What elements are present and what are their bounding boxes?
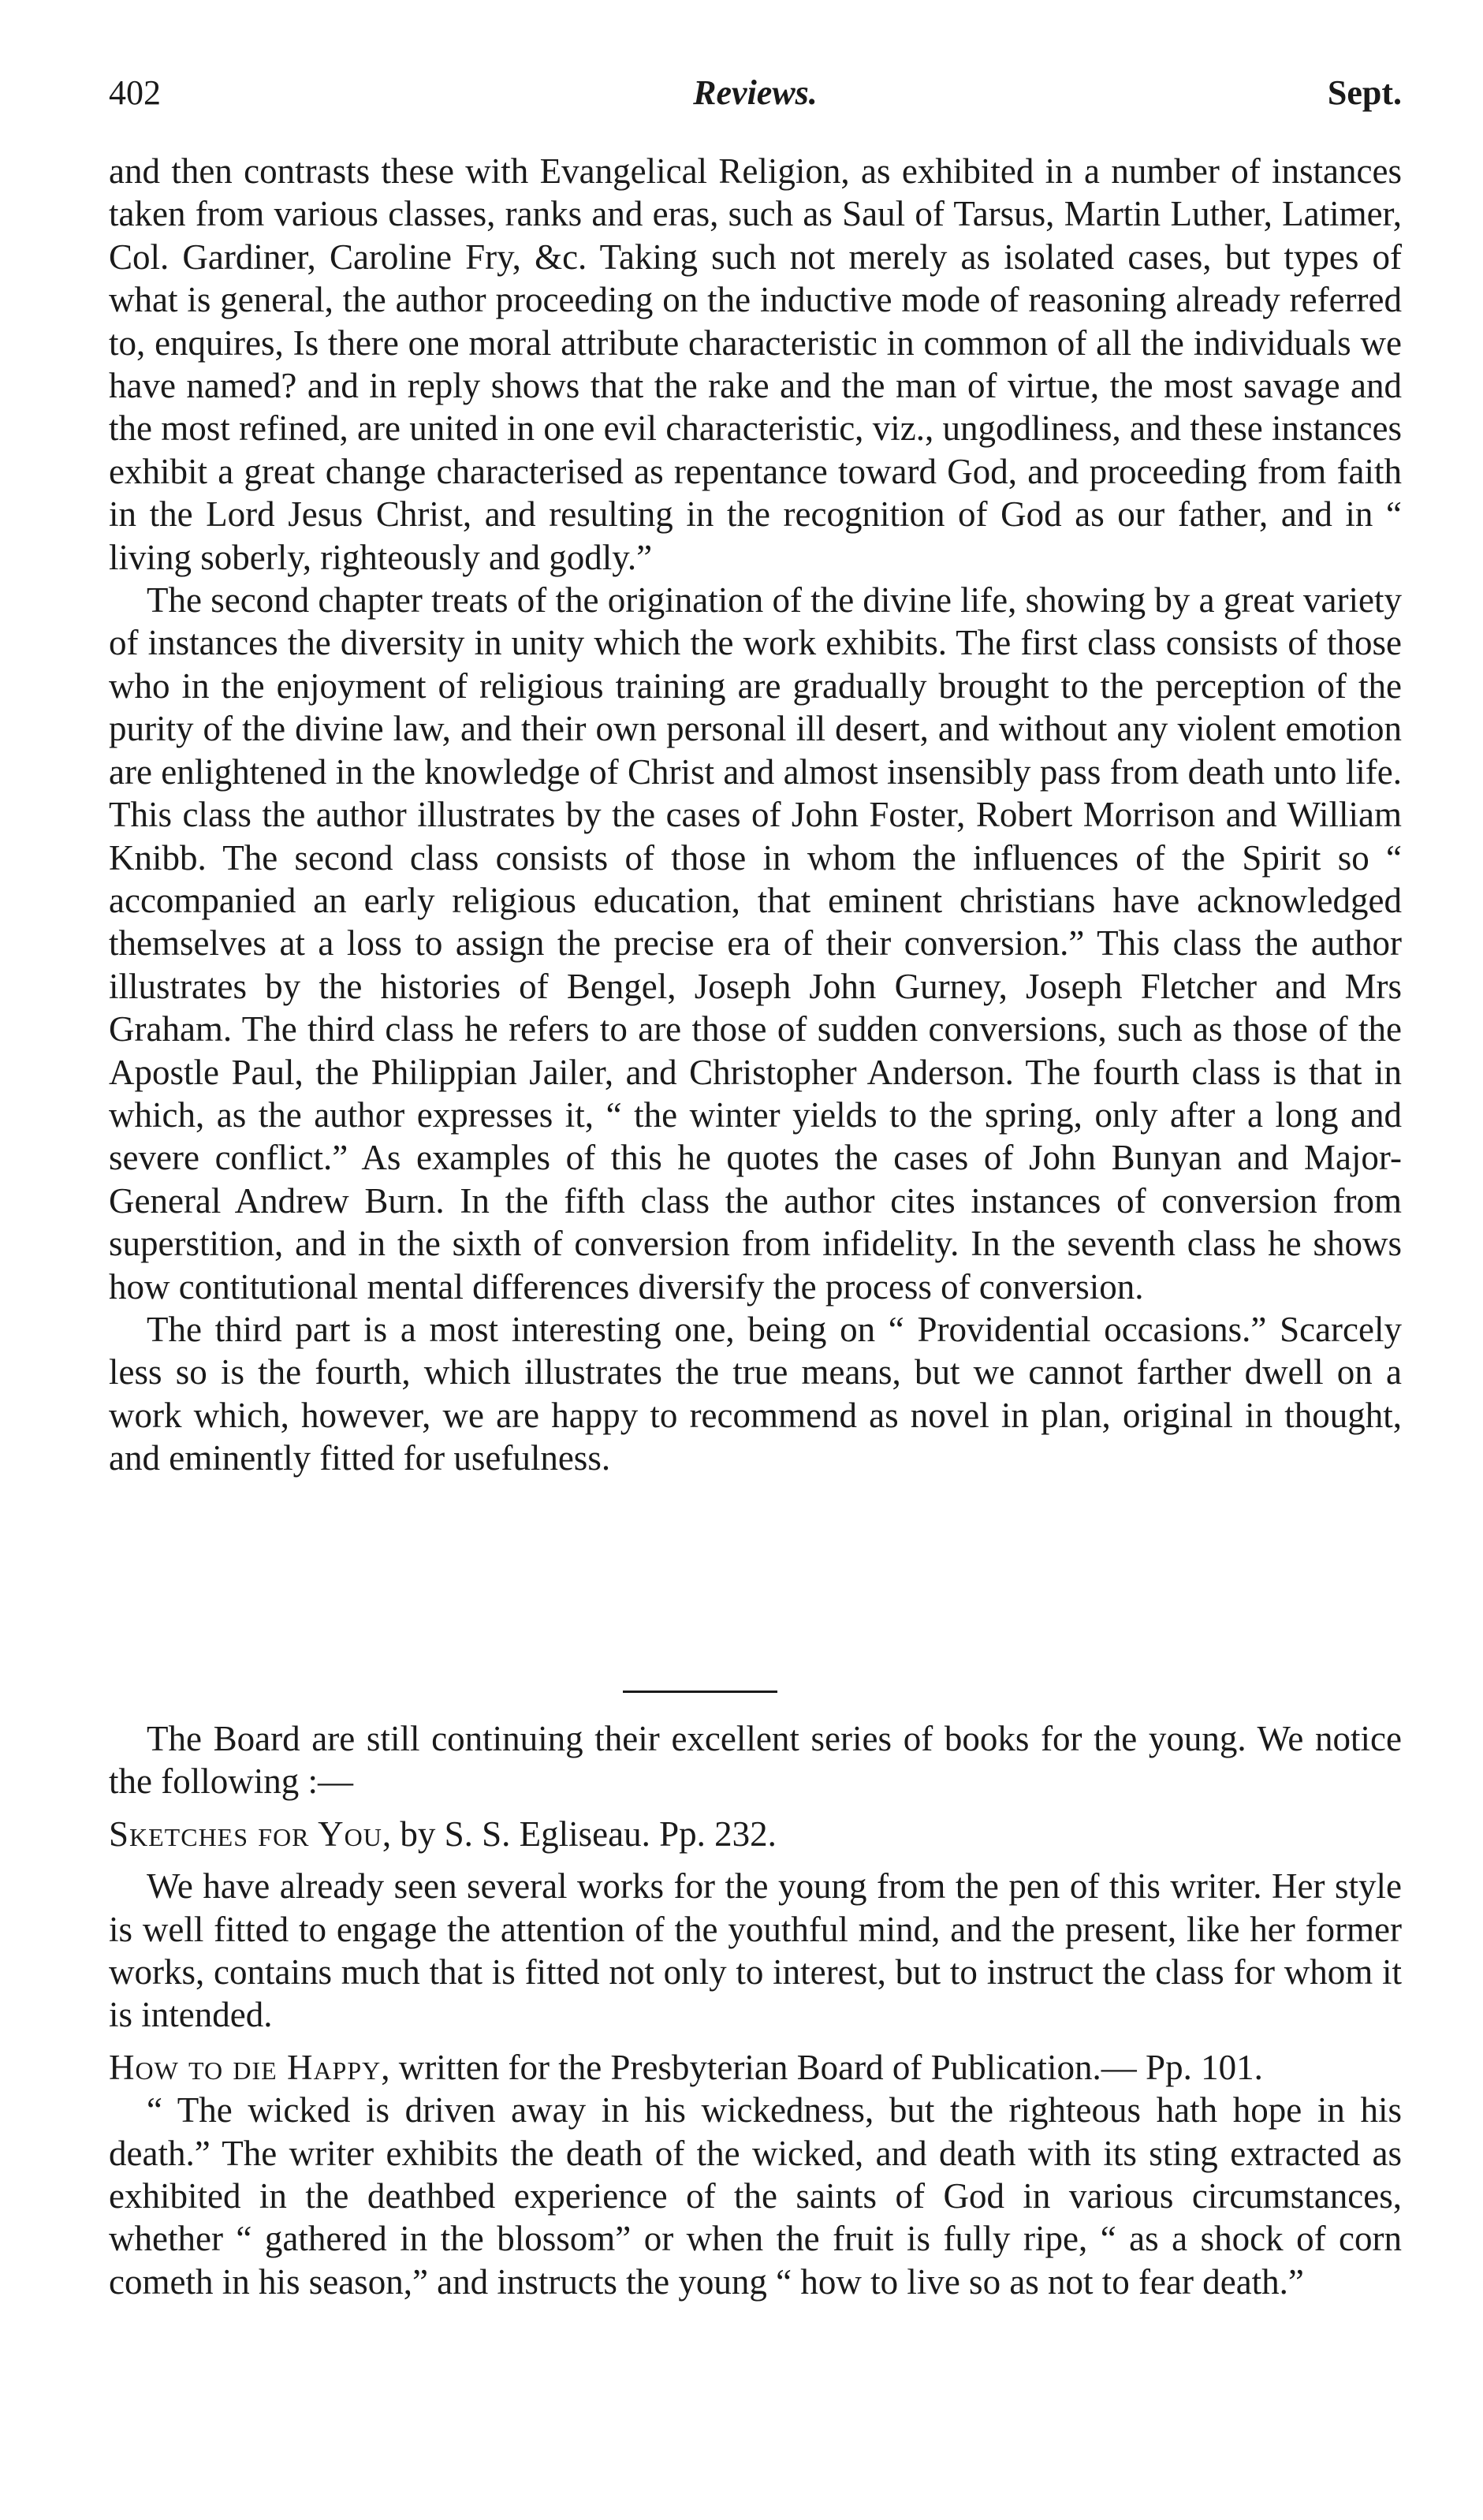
- book-details: , written for the Presbyterian Board of Publication.— Pp. 101.: [381, 2047, 1263, 2087]
- section-divider: [623, 1691, 777, 1693]
- book-details: , by S. S. Egliseau. Pp. 232.: [382, 1814, 777, 1854]
- book-review: “ The wicked is driven away in his wickedness, but the righteous hath hope in his death.” The writer exhibits the death of the wicked, and death with its sting extracted as exhibited in the deathbed experience of the saints of God in various circumstances, whether “ gathered in the blossom” or when the fruit is fully ripe, “ as a shock of corn cometh in his season,” and instructs the young “ how to live so as not to fear death.”: [109, 2090, 1402, 2302]
- book-title: Sketches for You: [109, 1814, 382, 1854]
- book-entry-heading: [109, 1813, 1402, 1855]
- paragraph: The third part is a most interesting one, being on “ Providential occasions.” Scarcely less so is the fourth, which illustrates the true means, but we cannot farther dwell on a work which, however, we are happy to recommend as novel in plan, original in thought, and eminently fitted for usefulness.: [109, 1309, 1402, 1478]
- header-month: Sept.: [1327, 73, 1402, 112]
- paragraph: and then contrasts these with Evangelical Religion, as exhibited in a number of instances taken from various classes, ranks and eras, such as Saul of Tarsus, Martin Luther, Latimer, Col. Gardiner, Caroline Fry, &c. Taking such not merely as isolated cases, but types of what is general, the author proceeding on the inductive mode of reasoning already referred to, enquires, Is there one moral attribute characteristic in common of all the individuals we have named? and in reply shows that the rake and the man of virtue, the most savage and the most refined, are united in one evil characteristic, viz., ungodliness, and these instances exhibit a great change characterised as repentance toward God, and proceeding from faith in the Lord Jesus Christ, and resulting in the recognition of God as our father, and in “ living soberly, righteously and godly.”: [109, 151, 1402, 577]
- paragraph: The second chapter treats of the origination of the divine life, showing by a great variety of instances the diversity in unity which the work exhibits. The first class consists of those who in the enjoyment of religious training are gradually brought to the perception of the purity of the divine law, and their own personal ill desert, and without any violent emotion are enlightened in the knowledge of Christ and almost insensibly pass from death unto life. This class the author illustrates by the cases of John Foster, Robert Morrison and William Knibb. The second class consists of those in whom the influences of the Spirit so “ accompanied an early religious education, that eminent christians have acknowledged themselves at a loss to assign the precise era of their conversion.” This class the author illustrates by the histories of Bengel, Joseph John Gurney, Joseph Fletcher and Mrs Graham. The third class he refers to are those of sudden conversions, such as those of the Apostle Paul, the Philippian Jailer, and Christopher Anderson. The fourth class is that in which, as the author expresses it, “ the winter yields to the spring, only after a long and severe conflict.” As examples of this he quotes the cases of John Bunyan and Major-General Andrew Burn. In the fifth class the author cites instances of conversion from superstition, and in the sixth of conversion from infidelity. In the seventh class he shows how contitutional mental differences diversify the process of conversion.: [109, 580, 1402, 1307]
- book-notices: [109, 1717, 1402, 2303]
- page-number: 402: [109, 73, 161, 112]
- book-entry-heading: [109, 2046, 1402, 2089]
- book-review: We have already seen several works for the young from the pen of this writer. Her style is well fitted to engage the attention of the youthful mind, and the present, like her former works, contains much that is fitted not only to interest, but to instruct the class for whom it is intended.: [109, 1866, 1402, 2035]
- book-title: How to die Happy: [109, 2047, 382, 2087]
- review-continuation: [109, 150, 1402, 1480]
- running-title: Reviews.: [693, 73, 818, 112]
- page-header: [109, 73, 1402, 120]
- board-intro: The Board are still continuing their excellent series of books for the young. We notice the following :—: [109, 1719, 1402, 1802]
